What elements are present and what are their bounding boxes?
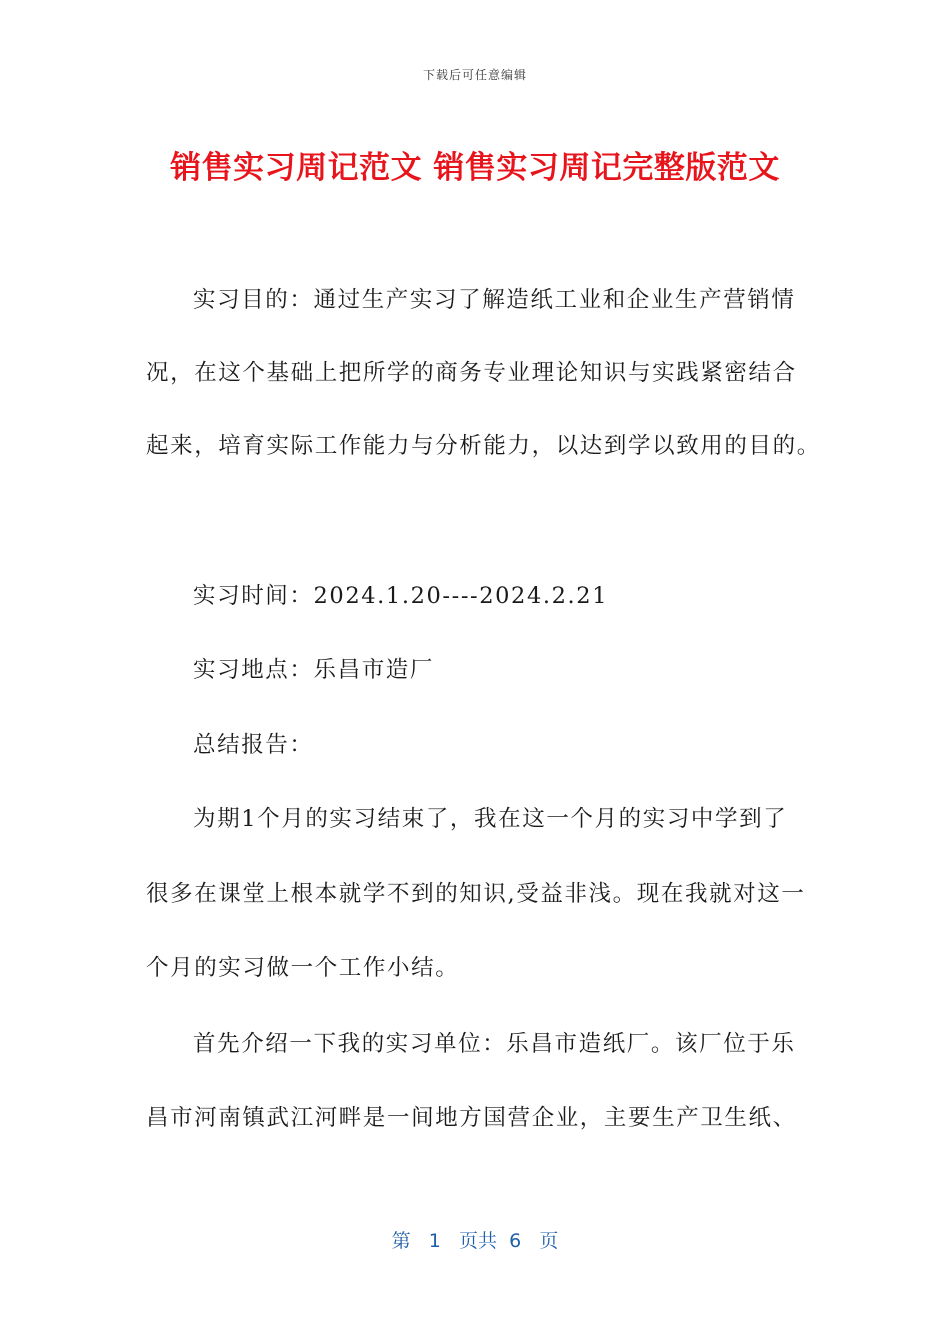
paragraph-line: 实习地点：乐昌市造厂	[193, 657, 435, 683]
footer-middle: 页共	[459, 1230, 498, 1252]
paragraph-line: 首先介绍一下我的实习单位：乐昌市造纸厂。该厂位于乐	[193, 1031, 796, 1057]
footer-suffix: 页	[539, 1230, 559, 1252]
footer-page-number: 1	[428, 1230, 441, 1252]
document-title: 销售实习周记范文 销售实习周记完整版范文	[170, 150, 780, 186]
header-note: 下载后可任意编辑	[422, 68, 527, 82]
paragraph-line: 个月的实习做一个工作小结。	[146, 955, 460, 981]
paragraph-line: 实习时间：2024.1.20----2024.2.21	[193, 583, 609, 609]
footer-prefix: 第	[391, 1230, 411, 1252]
paragraph-line: 实习目的：通过生产实习了解造纸工业和企业生产营销情	[193, 287, 796, 313]
footer-total-pages: 6	[509, 1230, 522, 1252]
paragraph-line: 总结报告：	[193, 732, 314, 758]
page-footer	[0, 1226, 950, 1253]
paragraph-line: 很多在课堂上根本就学不到的知识,受益非浅。现在我就对这一	[146, 881, 806, 907]
paragraph-line: 为期1个月的实习结束了，我在这一个月的实习中学到了	[193, 806, 788, 832]
paragraph-line: 昌市河南镇武江河畔是一间地方国营企业，主要生产卫生纸、	[146, 1105, 797, 1131]
paragraph-line: 况，在这个基础上把所学的商务专业理论知识与实践紧密结合	[146, 360, 797, 386]
paragraph-line: 起来，培育实际工作能力与分析能力，以达到学以致用的目的。	[146, 433, 821, 459]
